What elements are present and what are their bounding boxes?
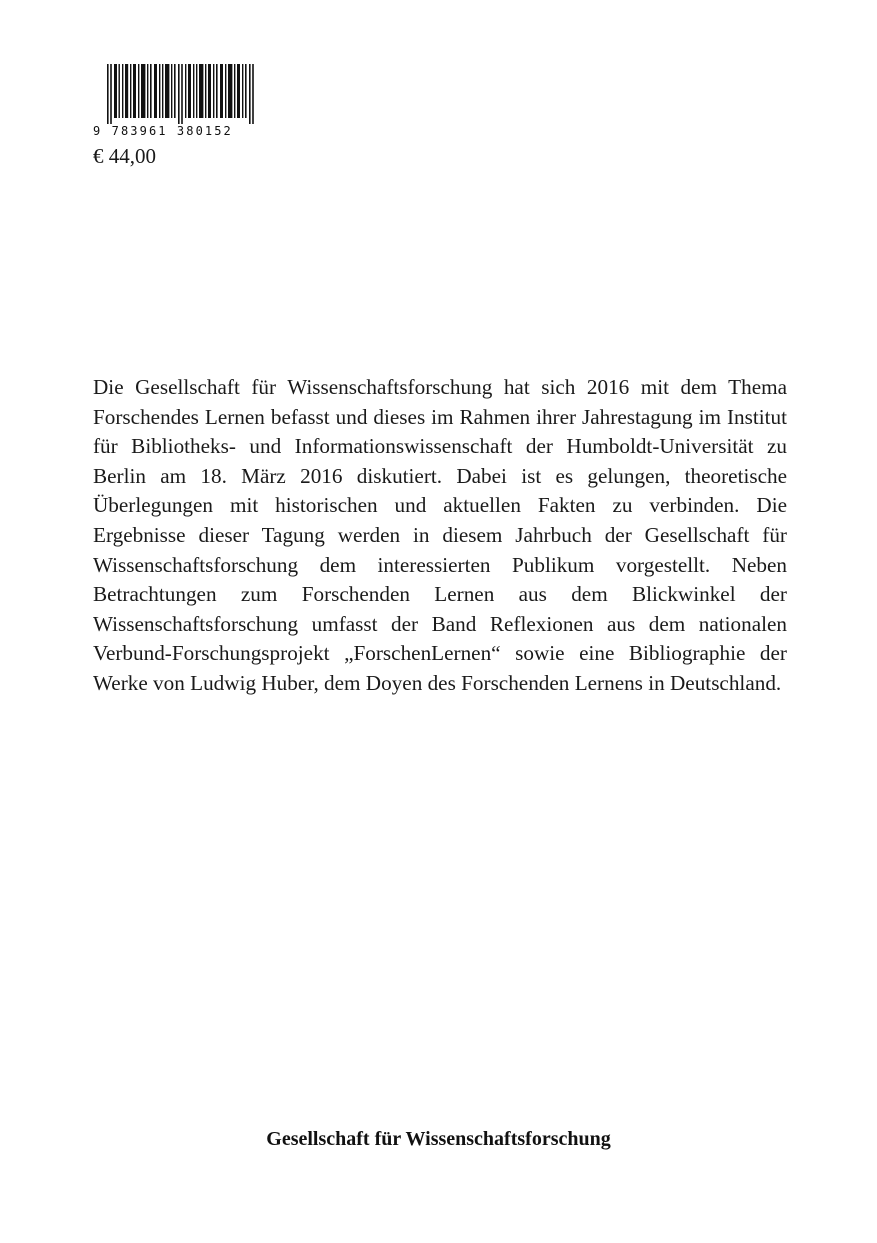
publisher-name: Gesellschaft für Wissenschaftsforschung [266, 1128, 611, 1150]
blurb-paragraph: Die Gesellschaft für Wissenschaftsforschung hat sich 2016 mit dem Thema Forschendes Lernen befasst und dieses im Rahmen ihrer Jahrestagung im Institut für Bibliotheks- und Informationswissenschaft der Humboldt-Universität zu Berlin am 18. März 2016 diskutiert. Dabei ist es gelungen, theoretische Überlegungen mit historischen und aktuellen Fakten zu verbinden. Die Ergebnisse dieser Tagung werden in diesem Jahrbuch der Gesellschaft für Wissenschaftsforschung dem interessierten Publikum vorgestellt. Neben Betrachtungen zum Forschenden Lernen aus dem Blickwinkel der Wissenschaftsforschung umfasst der Band Reflexionen aus dem nationalen Verbund-Forschungsprojekt „ForschenLernen“ sowie eine Bibliographie der Werke von Ludwig Huber, dem Doyen des Forschenden Lernens in Deutschland. [93, 375, 787, 695]
isbn-barcode [93, 64, 263, 138]
blurb-text [93, 373, 787, 699]
barcode-icon [107, 64, 255, 124]
price: € 44,00 [93, 144, 156, 168]
isbn-digits: 9 783961 380152 [93, 124, 233, 138]
